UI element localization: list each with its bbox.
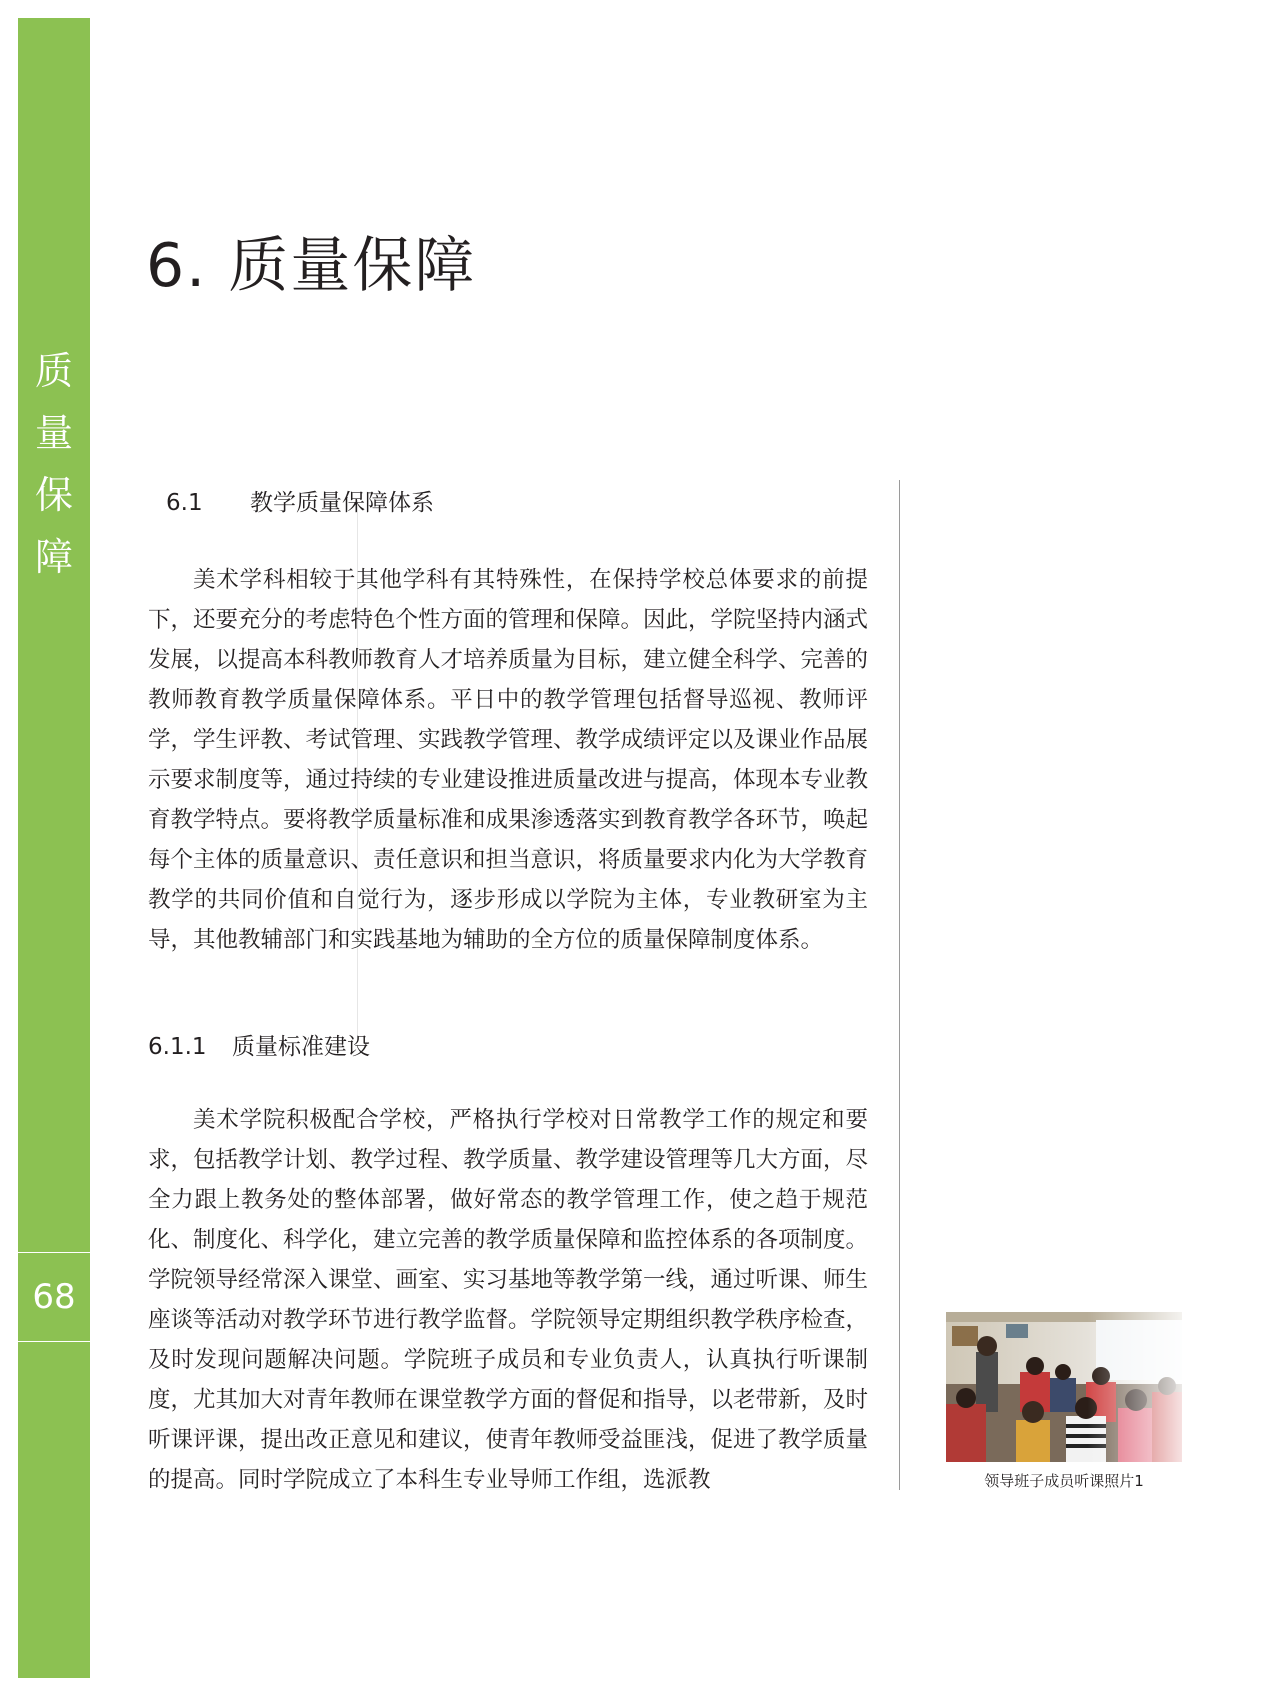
page-number-text: 68	[32, 1277, 76, 1317]
classroom-photo	[946, 1312, 1182, 1462]
side-char: 障	[34, 535, 73, 579]
side-char: 量	[34, 411, 73, 455]
section-number: 6.1.1	[148, 1034, 207, 1060]
section-heading-6-1-1	[148, 1028, 370, 1061]
page-number	[18, 1252, 90, 1342]
paragraph-6-1: 美术学科相较于其他学科有其特殊性，在保持学校总体要求的前提下，还要充分的考虑特色个性方面的管理和保障。因此，学院坚持内涵式发展，以提高本科教师教育人才培养质量为目标，建立健全科学、完善的教师教育教学质量保障体系。平日中的教学管理包括督导巡视、教师评学，学生评教、考试管理、实践教学管理、教学成绩评定以及课业作品展示要求制度等，通过持续的专业建设推进质量改进与提高，体现本专业教育教学特点。要将教学质量标准和成果渗透落实到教育教学各环节，唤起每个主体的质量意识、责任意识和担当意识，将质量要求内化为大学教育教学的共同价值和自觉行为，逐步形成以学院为主体，专业教研室为主导，其他教辅部门和实践基地为辅助的全方位的质量保障制度体系。	[148, 567, 869, 953]
section-title: 质量标准建设	[232, 1034, 370, 1060]
photo-caption: 领导班子成员听课照片1	[984, 1472, 1144, 1490]
column-divider	[899, 480, 900, 1490]
section-number: 6.1	[166, 490, 203, 516]
chapter-title: 6. 质量保障	[146, 231, 477, 301]
side-char: 质	[34, 349, 73, 393]
section-heading-6-1	[166, 484, 434, 517]
paragraph-6-1-1: 美术学院积极配合学校，严格执行学校对日常教学工作的规定和要求，包括教学计划、教学过程、教学质量、教学建设管理等几大方面，尽全力跟上教务处的整体部署，做好常态的教学管理工作，使之趋于规范化、制度化、科学化，建立完善的教学质量保障和监控体系的各项制度。学院领导经常深入课堂、画室、实习基地等教学第一线，通过听课、师生座谈等活动对教学环节进行教学监督。学院领导定期组织教学秩序检查，及时发现问题解决问题。学院班子成员和专业负责人，认真执行听课制度，尤其加大对青年教师在课堂教学方面的督促和指导，以老带新，及时听课评课，提出改正意见和建议，使青年教师受益匪浅，促进了教学质量的提高。同时学院成立了本科生专业导师工作组，选派教	[148, 1107, 869, 1493]
side-char: 保	[34, 473, 73, 517]
side-chapter-title	[18, 340, 90, 588]
section-title: 教学质量保障体系	[250, 490, 434, 516]
side-bar	[18, 18, 90, 1678]
